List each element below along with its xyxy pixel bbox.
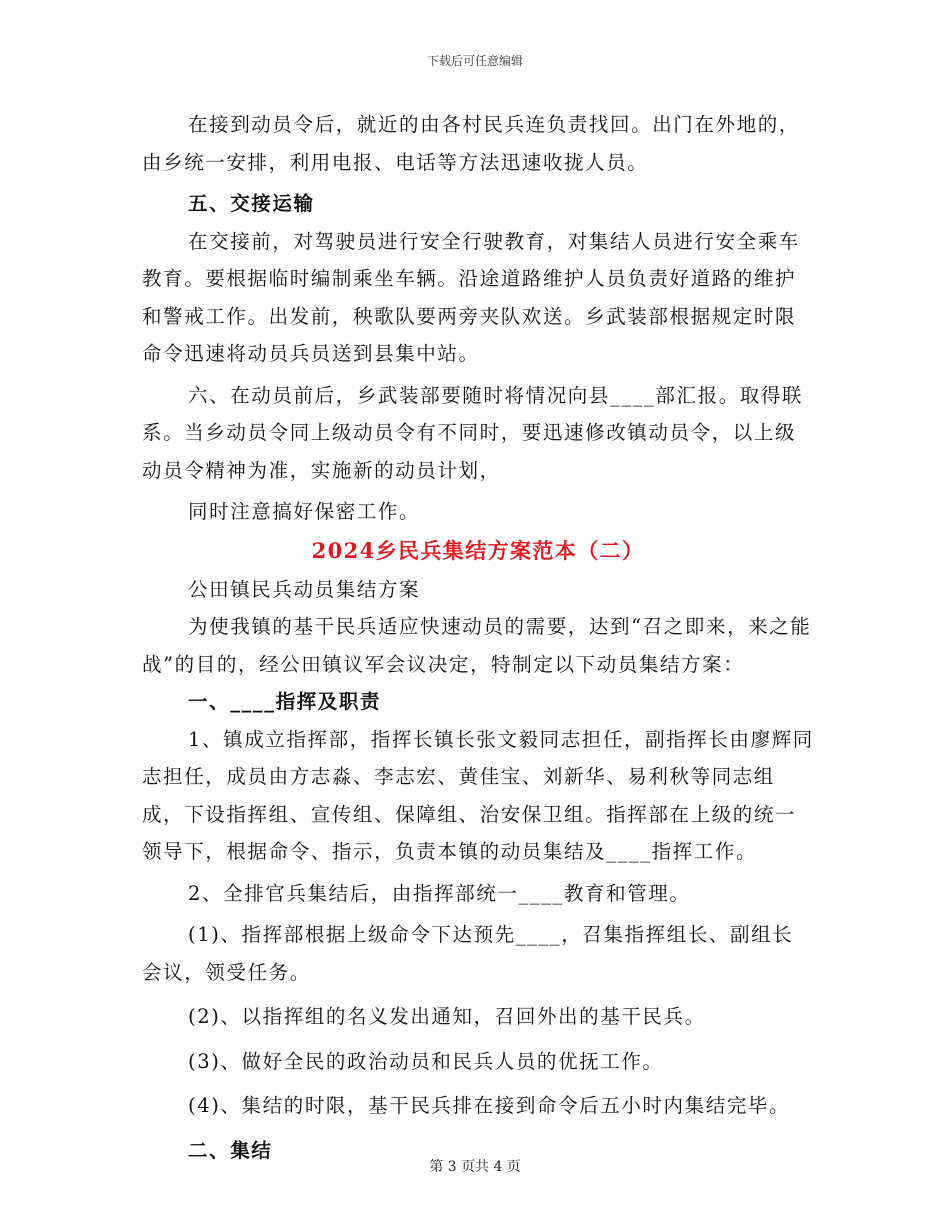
page-header: 下载后可任意编辑 [426, 54, 523, 68]
paragraph-purpose: 为使我镇的基干民兵适应快速动员的需要，达到“召之即来，来之能战”的目的，经公田镇议军会议决定，特制定以下动员集结方案： [142, 615, 812, 676]
paragraph-reporting: 六、在动员前后，乡武装部要随时将情况向县____部汇报。取得联系。当乡动员令同上级动员令有不同时，要迅速修改镇动员令，以上级动员令精神为准，实施新的动员计划， [142, 383, 804, 482]
paragraph-handover: 在交接前，对驾驶员进行安全行驶教育，对集结人员进行安全乘车教育。要根据临时编制乘坐车辆。沿途道路维护人员负责好道路的维护和警戒工作。出发前，秧歌队要两旁夹队欢送。乡武装部根据规定时限命令迅速将动员兵员送到县集中站。 [142, 229, 800, 365]
paragraph-command-setup: 1、镇成立指挥部，指挥长镇长张文毅同志担任，副指挥长由廖辉同志担任，成员由方志淼、李志宏、黄佳宝、刘新华、易利秋等同志组成，下设指挥组、宣传组、保障组、治安保卫组。指挥部在上级的统一领导下，根据命令、指示，负责本镇的动员集结及____指挥工作。 [142, 727, 814, 863]
list-item-4: (4)、集结的时限，基干民兵排在接到命令后五小时内集结完毕。 [188, 1094, 791, 1117]
paragraph-assembly-management: 2、全排官兵集结后，由指挥部统一____教育和管理。 [188, 881, 691, 905]
list-item-3: (3)、做好全民的政治动员和民兵人员的优抚工作。 [188, 1049, 664, 1073]
heading-assembly: 二、集结 [188, 1138, 273, 1162]
list-item-1: (1)、指挥部根据上级命令下达预先____，召集指挥组长、副组长会议，领受任务。 [142, 923, 794, 984]
plan-subtitle: 公田镇民兵动员集结方案 [188, 577, 421, 601]
paragraph-confidentiality: 同时注意搞好保密工作。 [188, 500, 421, 523]
heading-handover-transport: 五、交接运输 [188, 192, 315, 215]
page-footer: 第 3 页共 4 页 [429, 1159, 521, 1175]
section-title: 2024乡民兵集结方案范本（二） [311, 537, 645, 563]
document-body [142, 106, 814, 1169]
paragraph-recall: 在接到动员令后，就近的由各村民兵连负责找回。出门在外地的，由乡统一安排，利用电报、电话等方法迅速收拢人员。 [142, 113, 800, 174]
heading-command-duties: 一、____指挥及职责 [188, 690, 382, 713]
list-item-2: (2)、以指挥组的名义发出通知，召回外出的基干民兵。 [188, 1005, 706, 1028]
